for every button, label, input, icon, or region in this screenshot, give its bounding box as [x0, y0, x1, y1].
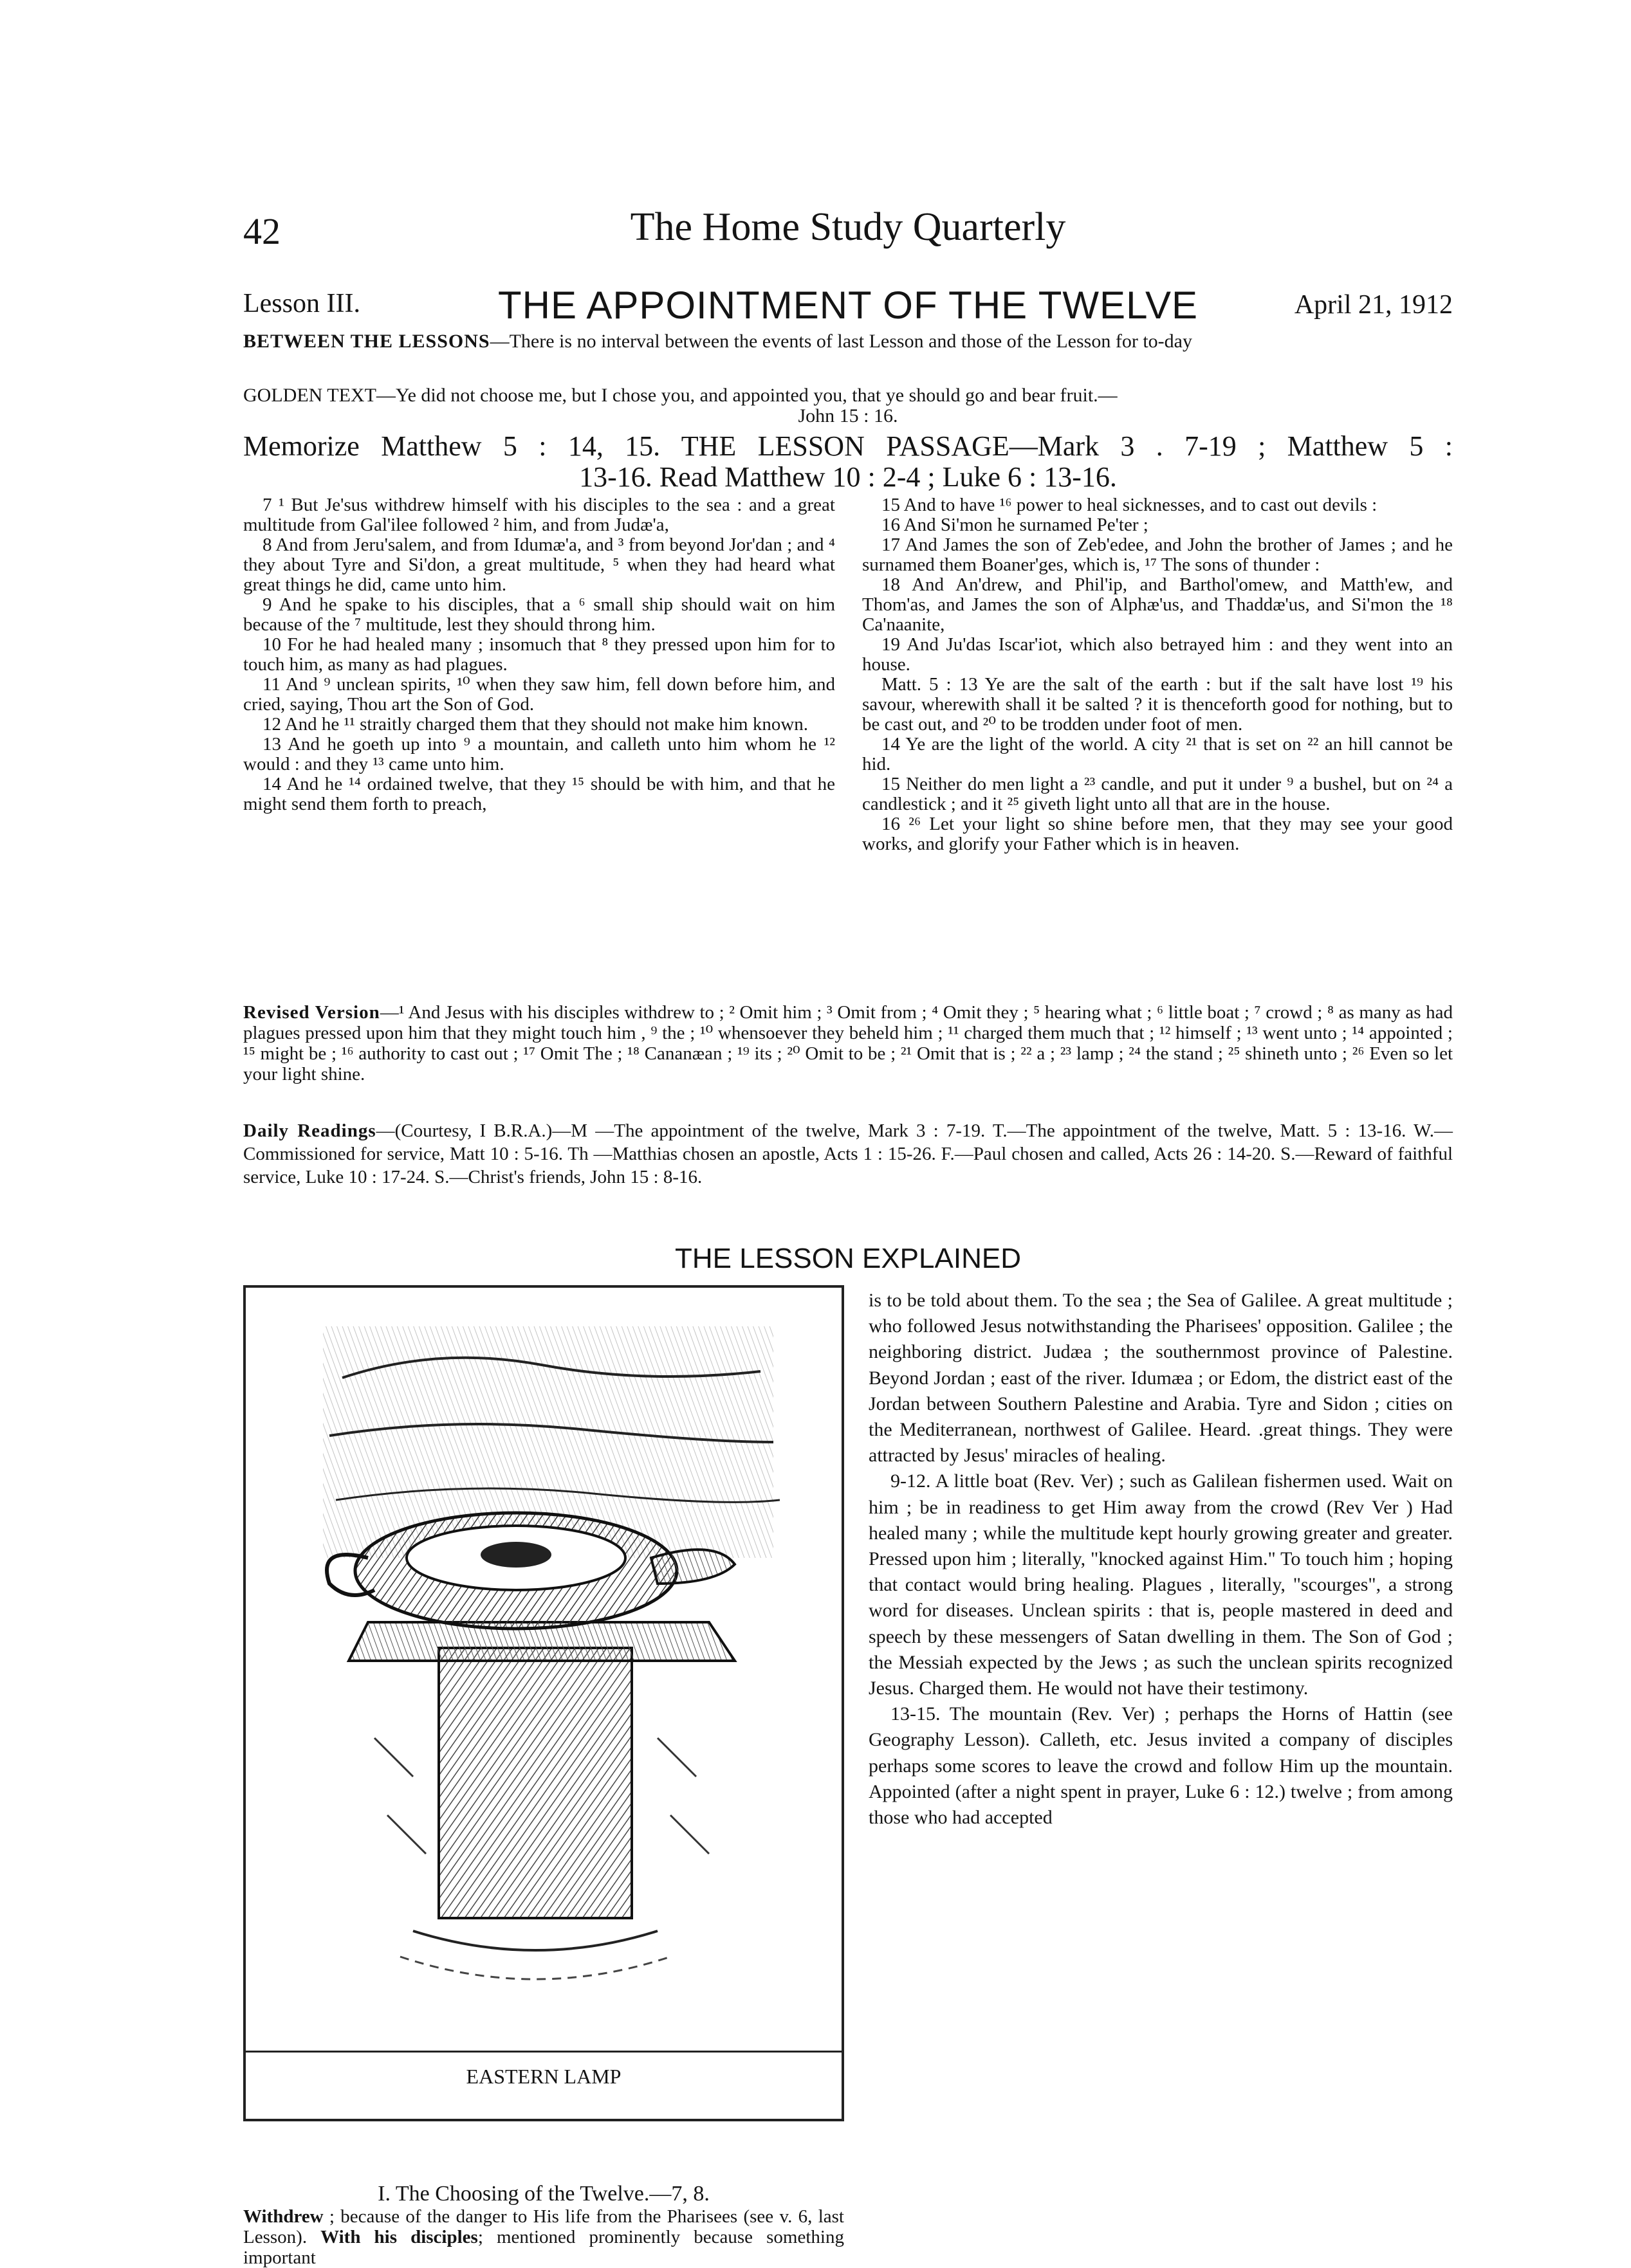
running-title: The Home Study Quarterly	[630, 205, 1066, 249]
caption-divider	[243, 2051, 844, 2053]
term: Withdrew	[243, 2206, 324, 2227]
lesson-explained-heading: THE LESSON EXPLAINED	[675, 1243, 1021, 1274]
verse: 16 ²⁶ Let your light so shine before men, that they may see your good works, and glorify your Father which is in heaven.	[862, 814, 1453, 854]
verse: 15 And to have ¹⁶ power to heal sicknesses, and to cast out devils :	[881, 495, 1378, 515]
explanation-paragraph: 13-15. The mountain (Rev. Ver) ; perhaps the Horns of Hattin (see Geography Lesson). Calleth, etc. Jesus invited a company of disciples perhaps some scores to leave the crowd and follow Him up the mountain. Appointed (after a night spent in prayer, Luke 6 : 12.) twelve ; from among those who had accepted	[869, 1703, 1453, 1829]
lesson-explained-column	[869, 1288, 1453, 1831]
verse: 13 And he goeth up into ⁹ a mountain, and calleth unto him whom he ¹² would : and they ¹³ came unto him.	[243, 734, 835, 774]
page-header	[243, 205, 1453, 262]
eastern-lamp-illustration	[246, 1288, 842, 2047]
section-text: Withdrew ; because of the danger to His life from the Pharisees (see v. 6, last Lesson). With his disciples; mentioned prominently because something important	[243, 2206, 844, 2268]
golden-text-label: GOLDEN TEXT	[243, 385, 376, 406]
verse: 15 Neither do men light a ²³ candle, and put it under ⁹ a bushel, but on ²⁴ a candlestick ; and it ²⁵ giveth light unto all that are in the house.	[862, 774, 1453, 814]
verse: 14 Ye are the light of the world. A city ²¹ that is set on ²² an hill cannot be hid.	[862, 734, 1453, 774]
figure-frame	[243, 1285, 844, 2121]
revised-version-text: —¹ And Jesus with his disciples withdrew to ; ² Omit him ; ³ Omit from ; ⁴ Omit they ; ⁵ hearing what ; ⁶ little boat ; ⁷ crowd ; ⁸ as many as had plagues pressed upon him that they might touch him , ⁹ the ; ¹⁰ whensoever they beheld him ; ¹¹ charged them much that ; ¹² himself ; ¹³ went unto ; ¹⁴ appointed ; ¹⁵ might be ; ¹⁶ authority to cast out ; ¹⁷ Omit The ; ¹⁸ Cananæan ; ¹⁹ its ; ²⁰ Omit to be ; ²¹ Omit that is ; ²² a ; ²³ lamp ; ²⁴ the stand ; ²⁵ shineth unto ; ²⁶ Even so let your light shine.	[243, 1002, 1453, 1084]
explanation-paragraph: 9-12. A little boat (Rev. Ver) ; such as Galilean fishermen used. Wait on him ; be in readiness to get Him away from the crowd (Rev Ver ) Had healed many ; while the multitude kept hourly growing greater and greater. Pressed upon him ; literally, "knocked against Him." To touch him ; hoping that contact would bring healing. Plagues , literally, "scourges", a strong word for diseases. Unclean spirits : that is, people mastered in deed and speech by these messengers of Satan dwelling in them. The Son of God ; the Messiah expected by the Jews ; as such the unclean spirits recognized Jesus. Charged them. He would not have their testimony.	[869, 1470, 1453, 1699]
passage-left-column	[243, 495, 835, 814]
section-heading: I. The Choosing of the Twelve.—7, 8.	[378, 2182, 710, 2206]
verse: 9 And he spake to his disciples, that a ⁶ small ship should wait on him because of the ⁷ multitude, lest they should throng him.	[243, 594, 835, 635]
verse: 10 For he had healed many ; insomuch that ⁸ they pressed upon him for to touch him, as many as had plagues.	[243, 634, 835, 675]
revised-version-label: Revised Version	[243, 1002, 380, 1023]
between-label: BETWEEN THE LESSONS	[243, 331, 490, 352]
between-text: —There is no interval between the events of last Lesson and those of the Lesson for to-day	[490, 331, 1192, 352]
golden-text-body: —Ye did not choose me, but I chose you, and appointed you, that ye should go and bear fruit.—	[376, 385, 1118, 406]
explanation-paragraph: is to be told about them. To the sea ; the Sea of Galilee. A great multitude ; who followed Jesus notwithstanding the Pharisees' opposition. Galilee ; the neighboring district. Judæa ; the southernmost province of Palestine. Beyond Jordan ; east of the river. Idumæa ; or Edom, the district east of the Jordan between Southern Palestine and Arabia. Tyre and Sidon ; cities on the Mediterranean, northwest of Galilee. Heard. .great things. They were attracted by Jesus' miracles of healing.	[869, 1290, 1453, 1467]
verse: 16 And Si'mon he surnamed Pe'ter ;	[881, 515, 1148, 535]
verse: 17 And James the son of Zeb'edee, and John the brother of James ; and he surnamed them Boaner'ges, which is, ¹⁷ The sons of thunder :	[862, 535, 1453, 575]
lesson-label: Lesson III.	[243, 289, 360, 318]
lesson-title-row	[243, 283, 1453, 328]
revised-version-notes	[243, 1002, 1453, 1084]
daily-readings-text: —(Courtesy, I B.R.A.)—M —The appointment of the twelve, Mark 3 : 7-19. T.—The appointment of the twelve, Matt. 5 : 13-16. W.—Commissioned for service, Matt 10 : 5-16. Th —Matthias chosen an apostle, Acts 1 : 15-26. F.—Paul chosen and called, Acts 26 : 14-20. S.—Reward of faithful service, Luke 10 : 17-24. S.—Christ's friends, John 15 : 8-16.	[243, 1120, 1453, 1187]
verse: 12 And he ¹¹ straitly charged them that they should not make him known.	[263, 714, 809, 735]
verse: 14 And he ¹⁴ ordained twelve, that they ¹⁵ should be with him, and that he might send them forth to preach,	[243, 774, 835, 814]
golden-text-reference: John 15 : 16.	[798, 405, 898, 426]
verse: 18 And An'drew, and Phil'ip, and Barthol'omew, and Matth'ew, and Thom'as, and James the son of Alphæ'us, and Thaddæ'us, and Si'mon the ¹⁸ Ca'naanite,	[862, 574, 1453, 635]
memorize-line-2: 13-16. Read Matthew 10 : 2-4 ; Luke 6 : 13-16.	[579, 461, 1117, 493]
passage-right-column	[862, 495, 1453, 854]
verse: 19 And Ju'das Iscar'iot, which also betrayed him : and they went into an house.	[862, 634, 1453, 675]
lesson-date: April 21, 1912	[1294, 290, 1453, 320]
page-number: 42	[243, 210, 281, 252]
daily-readings-label: Daily Readings	[243, 1120, 376, 1141]
verse: Matt. 5 : 13 Ye are the salt of the earth : but if the salt have lost ¹⁹ his savour, wherewith shall it be salted ? it is thenceforth good for nothing, but to be cast out, and ²⁰ to be trodden under foot of men.	[862, 674, 1453, 735]
term: With his disciples	[320, 2227, 478, 2247]
lesson-title: THE APPOINTMENT OF THE TWELVE	[497, 284, 1199, 327]
between-the-lessons	[243, 329, 1453, 354]
verse: 11 And ⁹ unclean spirits, ¹⁰ when they saw him, fell down before him, and cried, saying, Thou art the Son of God.	[243, 674, 835, 715]
memorize-line-1: Memorize Matthew 5 : 14, 15. THE LESSON PASSAGE—Mark 3 . 7-19 ; Matthew 5 :	[243, 430, 1453, 462]
daily-readings	[243, 1119, 1453, 1189]
verse: 7 ¹ But Je'sus withdrew himself with his disciples to the sea : and a great multitude from Gal'ilee followed ² him, and from Judæ'a,	[243, 495, 835, 535]
verse: 8 And from Jeru'salem, and from Idumæ'a, and ³ from beyond Jor'dan ; and ⁴ they about Tyre and Si'don, a great multitude, ⁵ when they had heard what great things he did, came unto him.	[243, 535, 835, 595]
figure-caption: EASTERN LAMP	[466, 2065, 622, 2088]
